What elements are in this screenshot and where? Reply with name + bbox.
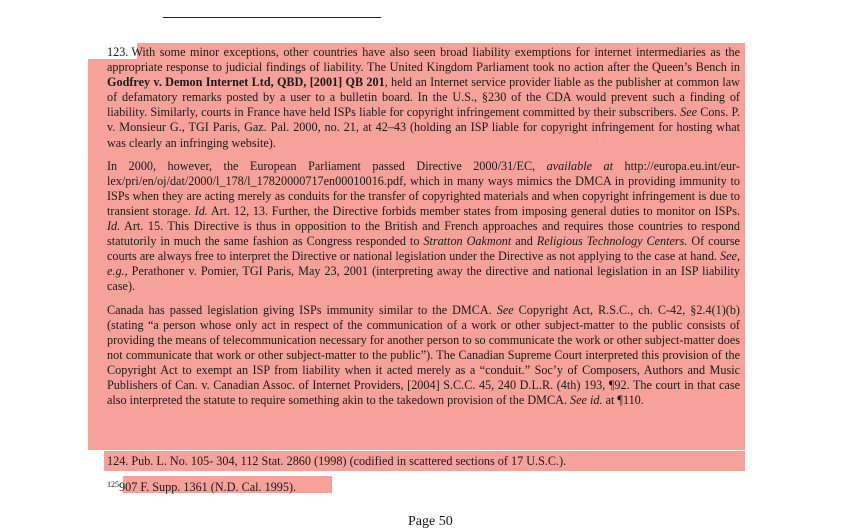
- text-run: In 2000, however, the European Parliament passed Directive 2000/31/EC,: [107, 158, 547, 173]
- footnote-123-para-3: [107, 303, 740, 409]
- text-run: Art. 12, 13. Further, the Directive forbids member states from imposing general duties to monitor on ISPs.: [207, 203, 740, 218]
- page-number: Page 50: [408, 514, 453, 529]
- signal: Id.: [194, 203, 208, 218]
- footnote-125: [107, 477, 740, 503]
- text-run: With some minor exceptions, other countries have also seen broad liability exemptions for internet intermediaries as the appropriate response to judicial findings of liability. The United Kingdom Parliament took no action after the Queen’s Bench in: [107, 45, 740, 75]
- signal: See, e.g.,: [107, 249, 740, 279]
- text-run: Perathoner v. Pomier, TGI Paris, May 23, 2001 (interpreting away the directive and national legislation in an ISP liability case).: [107, 264, 740, 294]
- footnote-number: 125: [107, 480, 119, 489]
- case-citation: Godfrey v. Demon Internet Ltd, QBD, [2001] QB 201: [107, 75, 385, 90]
- footnote-123: [107, 45, 740, 416]
- text-run: Of course courts are always free to interpret the Directive or national legislation under the Directive as not applying to the case at hand.: [107, 234, 740, 264]
- text-run: Art. 15. This Directive is thus in opposition to the British and French approaches and requires those countries to respond statutorily in much the same fashion as Congress responded to: [107, 219, 740, 249]
- case-name: Religious Technology Centers.: [536, 234, 688, 249]
- signal: See: [496, 302, 514, 317]
- text-run: Copyright Act, R.S.C., ch. C-42, §2.4(1)(b) (stating “a person whose only act in respect of the communication of a work or other subject-matter to the public consists of providing the means of telecommunication necessary for another person to so communicate the work or other subject-matter does not communicate that work or other subject-matter to the public”). The Canadian Supreme Court interpreted this provision of the Copyright Act to exempt an ISP from liability when it acted merely as a “conduit.” Soc’y of Composers, Authors and Music Publishers of Can. v. Canadian Assoc. of Internet Providers, [2004] S.C.C. 45, 240 D.L.R. (4th) 193, ¶92. The court in that case also interpreted the statute to require something akin to the takedown provision of the DMCA.: [107, 302, 740, 408]
- text-run: at ¶110.: [602, 393, 644, 408]
- footnote-124: [107, 454, 740, 477]
- footnote-125-para-1: [107, 477, 740, 495]
- text-run: Canada has passed legislation giving ISPs immunity similar to the DMCA.: [107, 302, 497, 317]
- footnote-separator-rule: [163, 17, 381, 18]
- footnote-123-para-1: [107, 45, 740, 151]
- footnote-number: 124.: [107, 454, 129, 468]
- signal: Id.: [107, 219, 121, 234]
- text-run: Pub. L. No. 105- 304, 112 Stat. 2860 (1998) (codified in scattered sections of 17 U.S.C.).: [131, 454, 567, 468]
- text-run: and: [511, 234, 537, 249]
- text-run: , held an Internet service provider liable as the publisher at common law of defamatory remarks posted by a user to a bulletin board. In the U.S., §230 of the CDA would prevent such a finding of liability. Similarly, courts in France have held ISPs liable for copyright infringement committed by their subscribers.: [107, 75, 740, 120]
- text-run: Cons. P. v. Monsieur G., TGI Paris, Gaz. Pal. 2000, no. 21, at 42–43 (holding an ISP liable for copyright infringement for hosting what was clearly an infringing website).: [107, 105, 740, 150]
- text-run: 907 F. Supp. 1361 (N.D. Cal. 1995).: [119, 480, 297, 494]
- signal: See: [680, 105, 698, 120]
- footnote-number: 123.: [107, 45, 129, 59]
- footnote-123-para-2: [107, 159, 740, 295]
- case-name: Stratton Oakmont: [423, 234, 512, 249]
- signal: available at: [546, 158, 613, 173]
- footnote-124-para-1: [107, 454, 740, 469]
- signal: See id.: [570, 393, 603, 408]
- text-run: http://europa.eu.int/eur-lex/pri/en/oj/dat/2000/l_178/l_17820000717en00010016.pdf, which in many ways mimics the DMCA in providing immunity to ISPs when they are acting merely as conduits for the transfer of copyrighted materials and when copyright infringement is due to transient storage.: [107, 158, 740, 218]
